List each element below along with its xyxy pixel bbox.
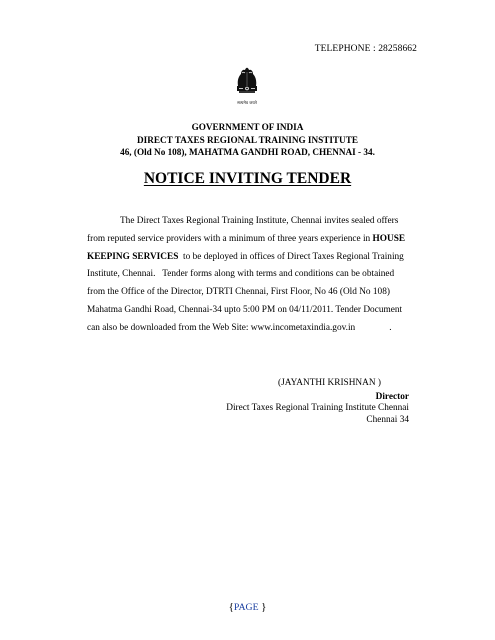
field-brace-close: }	[261, 601, 267, 613]
service-name-part: HOUSE	[372, 233, 406, 244]
body-text-segment: to be deployed in offices of Direct Taxes Regional Training	[178, 251, 404, 262]
body-text-segment: from reputed service providers with a minimum of three years experience in	[87, 233, 373, 244]
page-field-code: PAGE	[233, 602, 259, 613]
body-line: The Direct Taxes Regional Training Institute, Chennai invites sealed offers	[120, 216, 399, 226]
header-institute: DIRECT TAXES REGIONAL TRAINING INSTITUTE	[137, 134, 358, 145]
header-address: 46, (Old No 108), MAHATMA GANDHI ROAD, CHENNAI - 34.	[120, 147, 375, 157]
body-line: Mahatma Gandhi Road, Chennai-34 upto 5:00 PM on 04/11/2011. Tender Document	[87, 304, 403, 315]
notice-body	[87, 213, 405, 338]
telephone-number: TELEPHONE : 28258662	[314, 44, 417, 54]
page-number-field	[0, 601, 495, 613]
emblem-motto: सत्यमेव जयते	[237, 100, 257, 105]
field-brace-open: {	[228, 601, 234, 613]
body-line-end: .	[389, 322, 392, 333]
body-line	[87, 320, 405, 338]
notice-title: NOTICE INVITING TENDER	[143, 170, 352, 187]
national-emblem-icon	[232, 64, 262, 106]
header-government: GOVERNMENT OF INDIA	[191, 122, 304, 132]
signatory-name: (JAYANTHI KRISHNAN )	[278, 378, 381, 388]
body-line: from the Office of the Director, DTRTI Chennai, First Floor, No 46 (Old No 108)	[87, 287, 390, 298]
body-line	[87, 231, 405, 249]
body-line: Institute, Chennai. Tender forms along with terms and conditions can be obtained	[87, 269, 395, 280]
signatory-designation: Director	[375, 391, 409, 402]
service-name-part: KEEPING SERVICES	[87, 251, 179, 262]
office-header	[0, 121, 495, 159]
signatory-city: Chennai 34	[366, 414, 409, 425]
signatory-office: Direct Taxes Regional Training Institute Chennai	[226, 403, 409, 414]
signature-block	[226, 378, 409, 426]
body-line	[87, 249, 405, 267]
website-link[interactable]: can also be downloaded from the Web Site: www.incometaxindia.gov.in	[87, 322, 356, 333]
